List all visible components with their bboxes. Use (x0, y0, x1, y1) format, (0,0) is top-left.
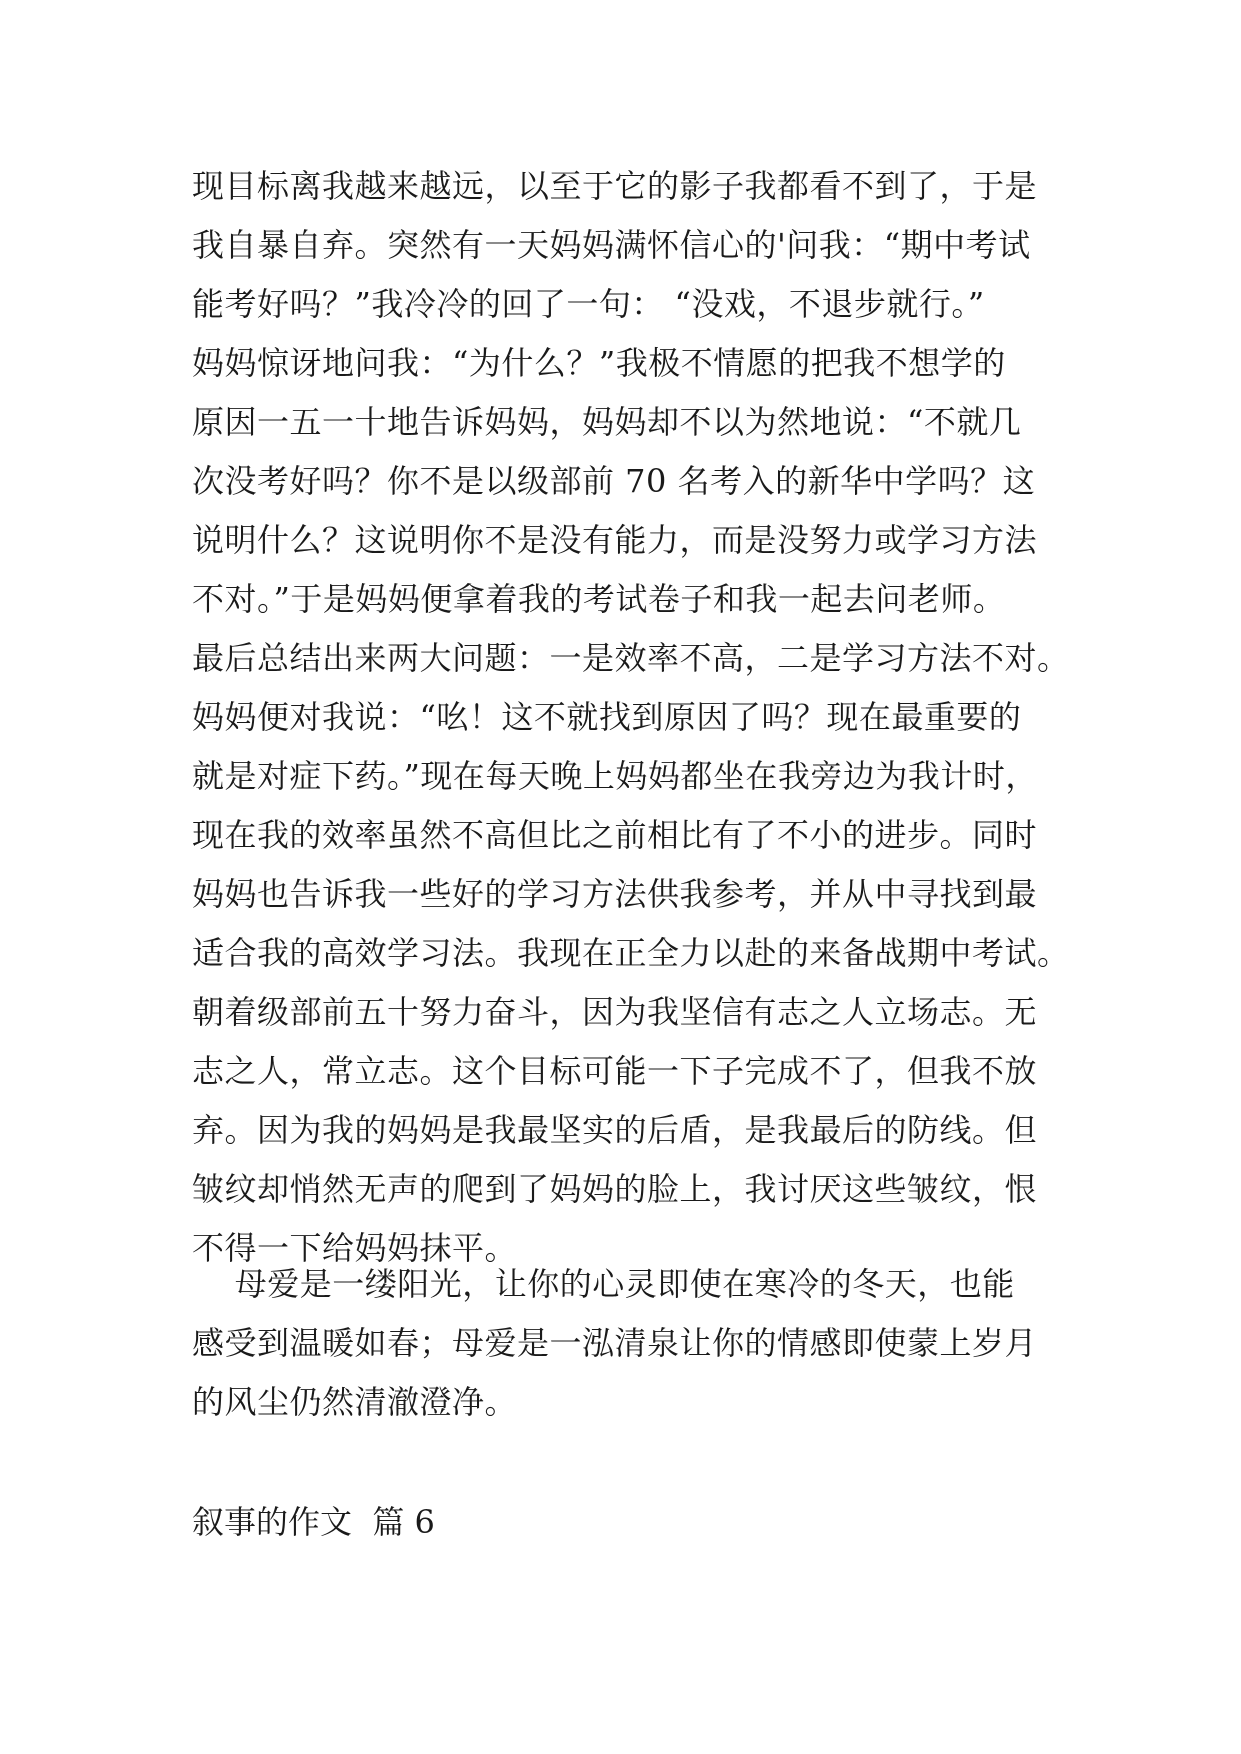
text-line: 能考好吗？”我冷冷的回了一句： “没戏，不退步就行。” (192, 285, 985, 323)
text-line: 弃。因为我的妈妈是我最坚实的后盾，是我最后的防线。但 (192, 1111, 1038, 1149)
text-line: 皱纹却悄然无声的爬到了妈妈的脸上，我讨厌这些皱纹，恨 (192, 1170, 1038, 1208)
text-line: 我自暴自弃。突然有一天妈妈满怀信心的'问我：“期中考试 (192, 226, 1031, 264)
text-line: 妈妈也告诉我一些好的学习方法供我参考，并从中寻找到最 (192, 875, 1038, 913)
text-line: 妈妈便对我说：“吆！这不就找到原因了吗？现在最重要的 (192, 698, 1022, 736)
text-line: 不得一下给妈妈抹平。 (192, 1229, 518, 1267)
text-line: 不对。”于是妈妈便拿着我的考试卷子和我一起去问老师。 (192, 580, 1006, 618)
text-line: 原因一五一十地告诉妈妈，妈妈却不以为然地说：“不就几 (192, 403, 1022, 441)
text-line: 妈妈惊讶地问我：“为什么？”我极不情愿的把我不想学的 (192, 344, 1006, 382)
text-line: 感受到温暖如春；母爱是一泓清泉让你的情感即使蒙上岁月 (192, 1324, 1038, 1362)
text-line: 就是对症下药。”现在每天晚上妈妈都坐在我旁边为我计时， (192, 757, 1038, 795)
text-line: 次没考好吗？你不是以级部前 70 名考入的新华中学吗？这 (192, 462, 1036, 500)
text-line: 说明什么？这说明你不是没有能力，而是没努力或学习方法 (192, 521, 1038, 559)
section-heading: 叙事的作文 篇 6 (192, 1503, 435, 1541)
body-paragraph-2 (192, 1255, 1062, 1432)
text-line: 的风尘仍然清澈澄净。 (192, 1383, 518, 1421)
text-line: 适合我的高效学习法。我现在正全力以赴的来备战期中考试。 (192, 934, 1070, 972)
text-line: 现目标离我越来越远，以至于它的影子我都看不到了，于是 (192, 167, 1038, 205)
text-line: 志之人，常立志。这个目标可能一下子完成不了，但我不放 (192, 1052, 1038, 1090)
text-line: 最后总结出来两大问题：一是效率不高，二是学习方法不对。 (192, 639, 1070, 677)
body-paragraph-1 (192, 157, 1070, 1278)
text-line: 朝着级部前五十努力奋斗，因为我坚信有志之人立场志。无 (192, 993, 1038, 1031)
text-line: 母爱是一缕阳光，让你的心灵即使在寒冷的冬天，也能 (192, 1265, 1015, 1303)
text-line: 现在我的效率虽然不高但比之前相比有了不小的进步。同时 (192, 816, 1038, 854)
